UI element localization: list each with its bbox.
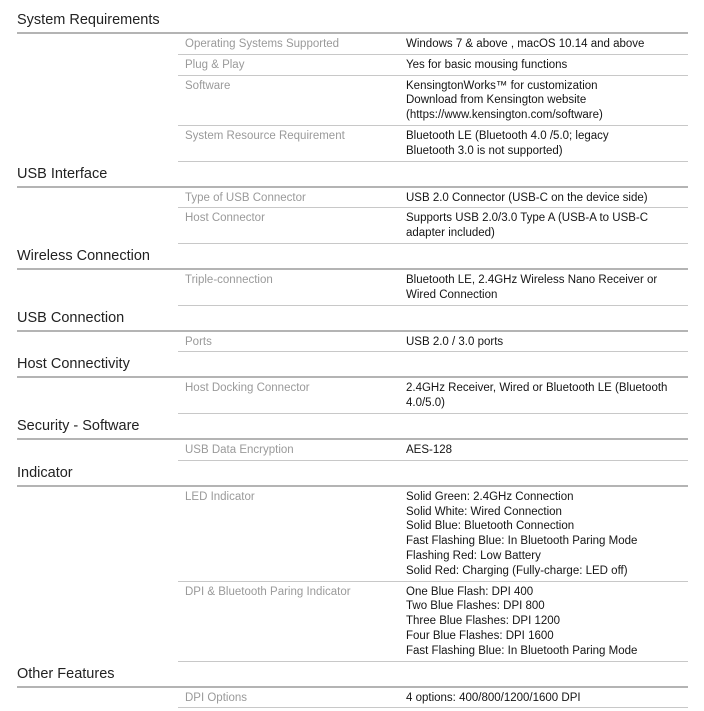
spec-value-line: (https://www.kensington.com/software) <box>406 109 603 122</box>
spec-label: Ports <box>185 335 212 348</box>
spec-value-line: Flashing Red: Low Battery <box>406 549 541 562</box>
spec-value-line: Bluetooth LE (Bluetooth 4.0 /5.0; legacy <box>406 129 609 142</box>
spec-value-line: adapter included) <box>406 227 495 240</box>
spec-value-line: Fast Flashing Blue: In Bluetooth Paring Mode <box>406 644 638 657</box>
spec-value-line: AES-128 <box>406 443 453 456</box>
spec-value-line: Two Blue Flashes: DPI 800 <box>406 600 545 613</box>
spec-value-line: Solid Red: Charging (Fully-charge: LED off) <box>406 564 628 577</box>
spec-value-line: Four Blue Flashes: DPI 1600 <box>406 629 554 642</box>
spec-value-line: Yes for basic mousing functions <box>406 58 568 71</box>
spec-row <box>178 208 688 244</box>
spec-row <box>178 582 688 662</box>
spec-value-line: Solid Blue: Bluetooth Connection <box>406 520 575 533</box>
spec-value <box>406 129 688 159</box>
spec-section <box>17 8 688 162</box>
spec-row <box>178 76 688 126</box>
section-heading: System Requirements <box>17 8 688 34</box>
spec-row <box>178 332 688 353</box>
section-heading: Wireless Connection <box>17 244 688 270</box>
spec-value <box>406 585 688 659</box>
spec-value-line: Fast Flashing Blue: In Bluetooth Paring Mode <box>406 535 638 548</box>
spec-label: Host Docking Connector <box>185 382 310 395</box>
section-heading: Host Connectivity <box>17 352 688 378</box>
spec-label: Type of USB Connector <box>185 191 306 204</box>
section-heading: USB Connection <box>17 306 688 332</box>
spec-value <box>406 490 688 579</box>
spec-value <box>406 443 688 458</box>
spec-value-line: Three Blue Flashes: DPI 1200 <box>406 615 561 628</box>
spec-row <box>178 487 688 582</box>
spec-row <box>178 126 688 162</box>
spec-row <box>178 34 688 55</box>
spec-value-line: Windows 7 & above , macOS 10.14 and above <box>406 38 645 50</box>
spec-value-line: Wired Connection <box>406 288 498 301</box>
spec-value <box>406 211 688 241</box>
spec-label: Operating Systems Supported <box>185 38 340 50</box>
spec-section <box>17 162 688 244</box>
spec-value-line: Solid White: Wired Connection <box>406 505 562 518</box>
spec-label: Triple-connection <box>185 273 273 286</box>
spec-value-line: Supports USB 2.0/3.0 Type A (USB-A to USB-C <box>406 212 649 225</box>
spec-row <box>178 270 688 306</box>
spec-value-line: USB 2.0 / 3.0 ports <box>406 335 504 348</box>
spec-section <box>17 244 688 306</box>
spec-value <box>406 381 688 411</box>
spec-value-line: One Blue Flash: DPI 400 <box>406 585 534 598</box>
spec-section <box>17 662 688 709</box>
spec-value-line: Solid Green: 2.4GHz Connection <box>406 490 574 503</box>
spec-label: USB Data Encryption <box>185 443 294 456</box>
section-heading: USB Interface <box>17 162 688 188</box>
spec-label: DPI & Bluetooth Paring Indicator <box>185 585 351 598</box>
spec-value <box>406 58 688 73</box>
spec-row <box>178 378 688 414</box>
section-heading: Indicator <box>17 461 688 487</box>
spec-label: Plug & Play <box>185 58 245 71</box>
spec-section <box>17 414 688 461</box>
spec-value <box>406 691 688 706</box>
spec-label: Host Connector <box>185 212 265 225</box>
section-heading: Other Features <box>17 662 688 688</box>
spec-value <box>406 37 688 52</box>
spec-value-line: USB 2.0 Connector (USB-C on the device side) <box>406 191 648 204</box>
spec-value-line: 2.4GHz Receiver, Wired or Bluetooth LE (Bluetooth <box>406 382 668 395</box>
spec-value-line: 4.0/5.0) <box>406 397 445 410</box>
section-heading: Security - Software <box>17 414 688 440</box>
spec-section <box>17 461 688 662</box>
spec-value <box>406 273 688 303</box>
spec-row <box>178 688 688 709</box>
spec-value-line: Download from Kensington website <box>406 94 587 107</box>
spec-label: Software <box>185 79 231 92</box>
spec-value-line: KensingtonWorks™ for customization <box>406 79 598 92</box>
spec-value <box>406 79 688 123</box>
spec-value-line: Bluetooth LE, 2.4GHz Wireless Nano Receiver or <box>406 273 658 286</box>
spec-value-line: 4 options: 400/800/1200/1600 DPI <box>406 691 581 704</box>
spec-label: LED Indicator <box>185 490 255 503</box>
spec-value <box>406 335 688 350</box>
spec-label: System Resource Requirement <box>185 129 345 142</box>
spec-row <box>178 55 688 76</box>
spec-section <box>17 306 688 353</box>
spec-section <box>17 352 688 414</box>
spec-value-line: Bluetooth 3.0 is not supported) <box>406 144 563 157</box>
spec-row <box>178 188 688 209</box>
spec-row <box>178 440 688 461</box>
spec-value <box>406 191 688 206</box>
spec-label: DPI Options <box>185 691 247 704</box>
